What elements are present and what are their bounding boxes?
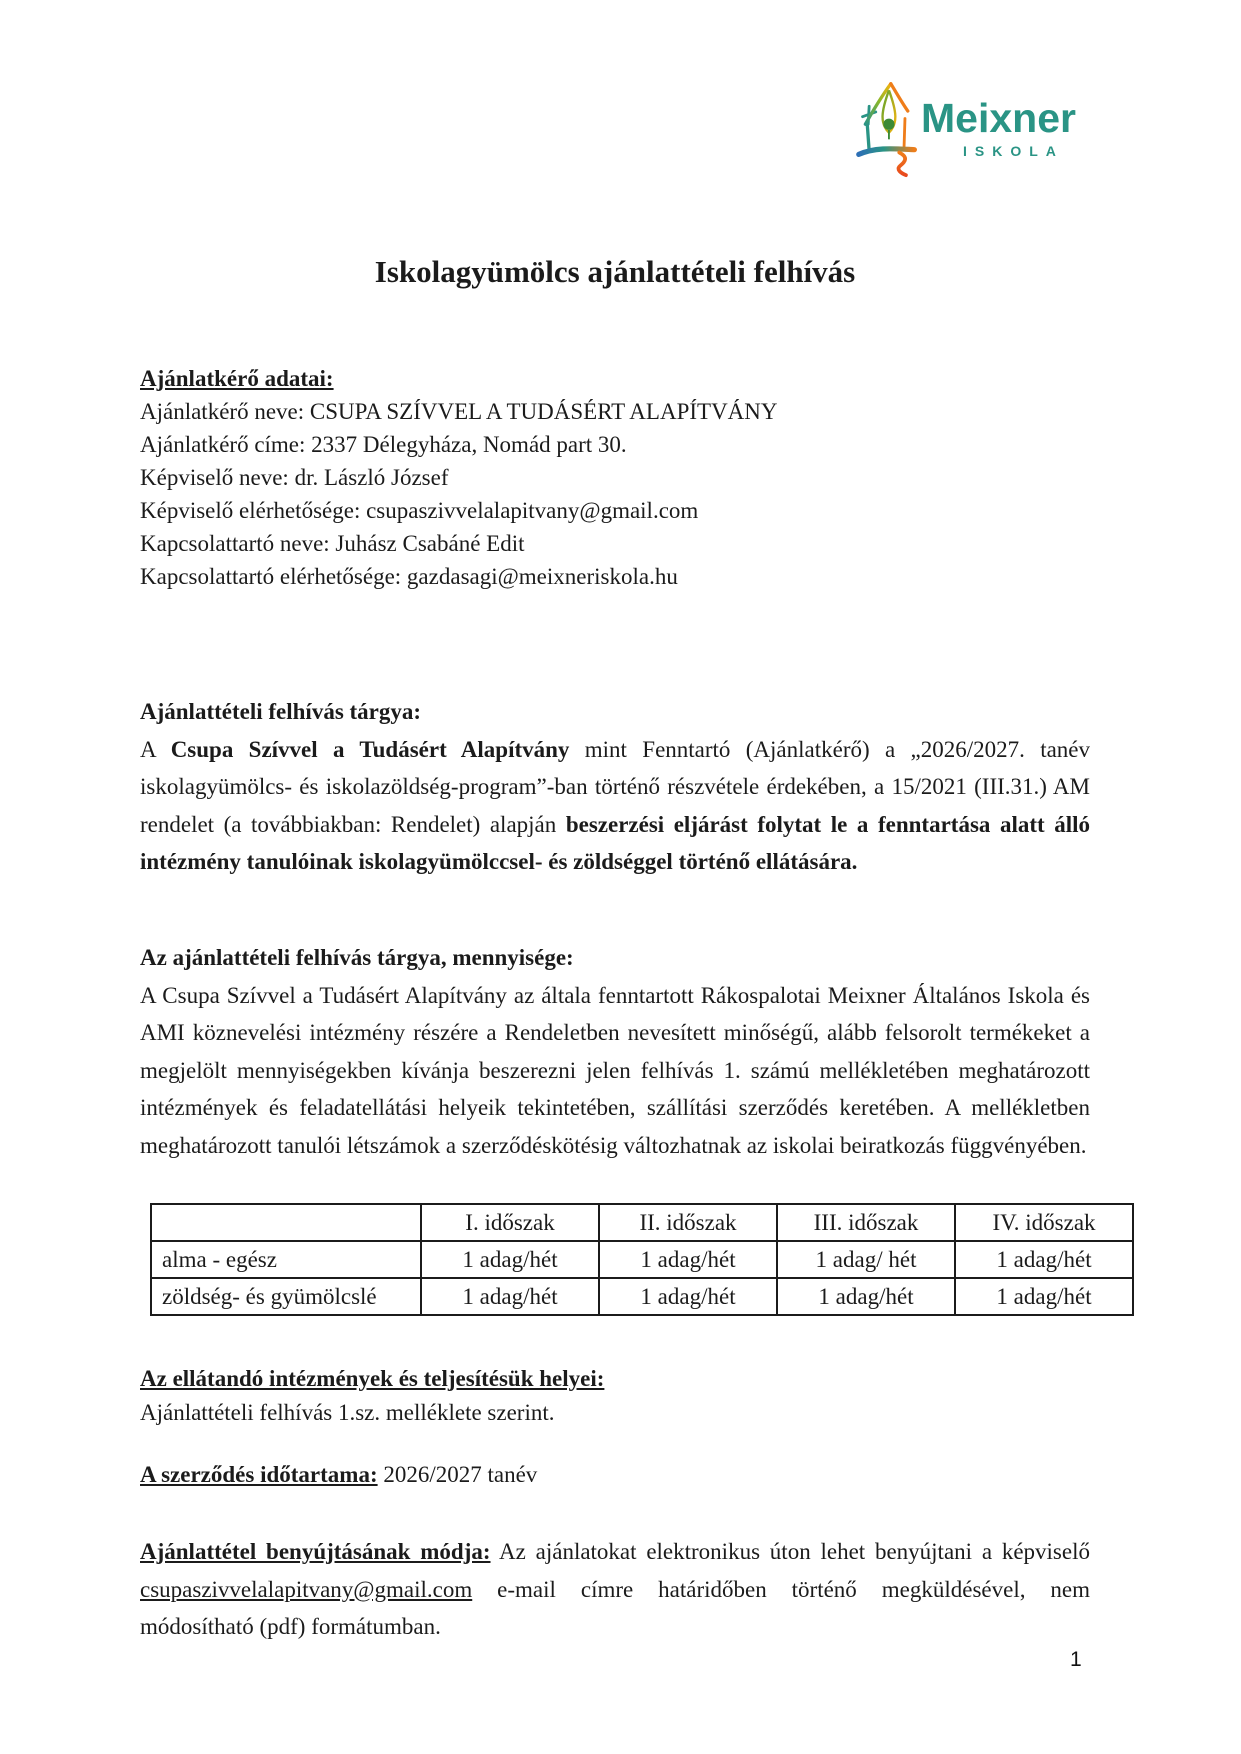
requester-address-line: Ajánlatkérő címe: 2337 Délegyháza, Nomád part 30.	[140, 432, 627, 457]
row-juice-period-2: 1 adag/hét	[599, 1278, 777, 1315]
subject-text-start: A	[140, 736, 171, 762]
subject-procurement-statement: beszerzési eljárást folytat le a fenntartása alatt álló intézmény tanulóinak iskolagyümölccsel- és zöldséggel történő ellátására.	[140, 811, 1091, 874]
row-juice-period-4: 1 adag/hét	[955, 1278, 1133, 1315]
representative-name-line: Képviselő neve: dr. László József	[140, 465, 449, 490]
duration-value: 2026/2027 tanév	[377, 1462, 538, 1487]
subject-heading: Ajánlattételi felhívás tárgya:	[140, 699, 422, 724]
subject-foundation-name: Csupa Szívvel a Tudásért Alapítvány	[170, 736, 570, 762]
section-subject	[140, 693, 1090, 881]
submission-text-after-email: e-mail címre határidőben történő megküldésével, nem módosítható (pdf) formátumban.	[140, 1576, 1090, 1639]
logo-text	[921, 95, 1076, 159]
section-submission	[140, 1533, 1090, 1646]
meixner-logo	[855, 76, 1095, 176]
institutions-heading: Az ellátandó intézmények és teljesítésük helyei:	[140, 1366, 605, 1391]
submission-text-before-email: Az ajánlatokat elektronikus úton lehet benyújtani a képviselő	[490, 1539, 1090, 1564]
contact-person-contact-line: Kapcsolattartó elérhetősége: gazdasagi@meixneriskola.hu	[140, 564, 678, 589]
requester-name-line: Ajánlatkérő neve: CSUPA SZÍVVEL A TUDÁSÉRT ALAPÍTVÁNY	[140, 399, 778, 424]
row-apple-period-1: 1 adag/hét	[421, 1241, 599, 1278]
submission-email-link: csupaszivvelalapitvany@gmail.com	[140, 1576, 473, 1602]
contact-person-name-line: Kapcsolattartó neve: Juhász Csabáné Edit	[140, 531, 525, 556]
row-apple-period-4: 1 adag/hét	[955, 1241, 1133, 1278]
table-header-period-2: II. időszak	[599, 1204, 777, 1241]
meixner-house-pen-icon	[855, 78, 921, 178]
table-header-empty	[151, 1204, 421, 1241]
quantity-paragraph: A Csupa Szívvel a Tudásért Alapítvány az általa fenntartott Rákospalotai Meixner Általános Iskola és AMI köznevelési intézmény részére a Rendeletben nevesített minőségű, alább felsorolt termékeket a megjelölt mennyiségekben kívánja beszerezni jelen felhívás 1. számú mellékletében meghatározott intézmények és feladatellátási helyeik tekintetében, szállítási szerződés keretében. A mellékletben meghatározott tanulói létszámok a szerződéskötésig változhatnak az iskolai beiratkozás függvényében.	[140, 982, 1090, 1158]
row-juice-period-1: 1 adag/hét	[421, 1278, 599, 1315]
submission-label: Ajánlattétel benyújtásának módja:	[140, 1539, 491, 1564]
page-number: 1	[1070, 1648, 1082, 1671]
quantity-table	[150, 1203, 1096, 1316]
row-apple-label: alma - egész	[151, 1241, 421, 1278]
table-header-period-3: III. időszak	[777, 1204, 955, 1241]
institutions-text: Ajánlattételi felhívás 1.sz. melléklete szerint.	[140, 1400, 555, 1425]
row-juice-period-3: 1 adag/hét	[777, 1278, 955, 1315]
section-quantity	[140, 939, 1090, 1164]
section-duration	[140, 1458, 1090, 1492]
quantity-heading: Az ajánlattételi felhívás tárgya, mennyisége:	[140, 945, 574, 970]
table-header-period-4: IV. időszak	[955, 1204, 1133, 1241]
table-row-apple	[151, 1241, 1133, 1278]
page-title: Iskolagyümölcs ajánlattételi felhívás	[374, 254, 856, 289]
representative-contact-line: Képviselő elérhetősége: csupaszivvelalapitvany@gmail.com	[140, 498, 699, 523]
section-institutions	[140, 1362, 1090, 1430]
logo-subtitle: ISKOLA	[963, 143, 1064, 159]
row-apple-period-3: 1 adag/ hét	[777, 1241, 955, 1278]
subject-text-mid: mint Fenntartó (Ajánlatkérő) a „2026/2027. tanév iskolagyümölcs- és iskolazöldség-program”-ban történő részvétele érdekében, a 15/2021 (III.31.) AM rendelet (a továbbiakban: Rendelet) alapján	[140, 736, 1090, 837]
submission-paragraph	[140, 1533, 1090, 1646]
logo-brand-name: Meixner	[921, 95, 1076, 141]
row-juice-label: zöldség- és gyümölcslé	[151, 1278, 421, 1315]
section-requester	[140, 362, 1090, 593]
table-header-period-1: I. időszak	[421, 1204, 599, 1241]
table-row-juice	[151, 1278, 1133, 1315]
row-apple-period-2: 1 adag/hét	[599, 1241, 777, 1278]
table-header-row	[151, 1204, 1133, 1241]
subject-paragraph	[140, 731, 1090, 881]
requester-heading: Ajánlatkérő adatai:	[140, 366, 334, 391]
duration-label: A szerződés időtartama:	[140, 1462, 378, 1487]
